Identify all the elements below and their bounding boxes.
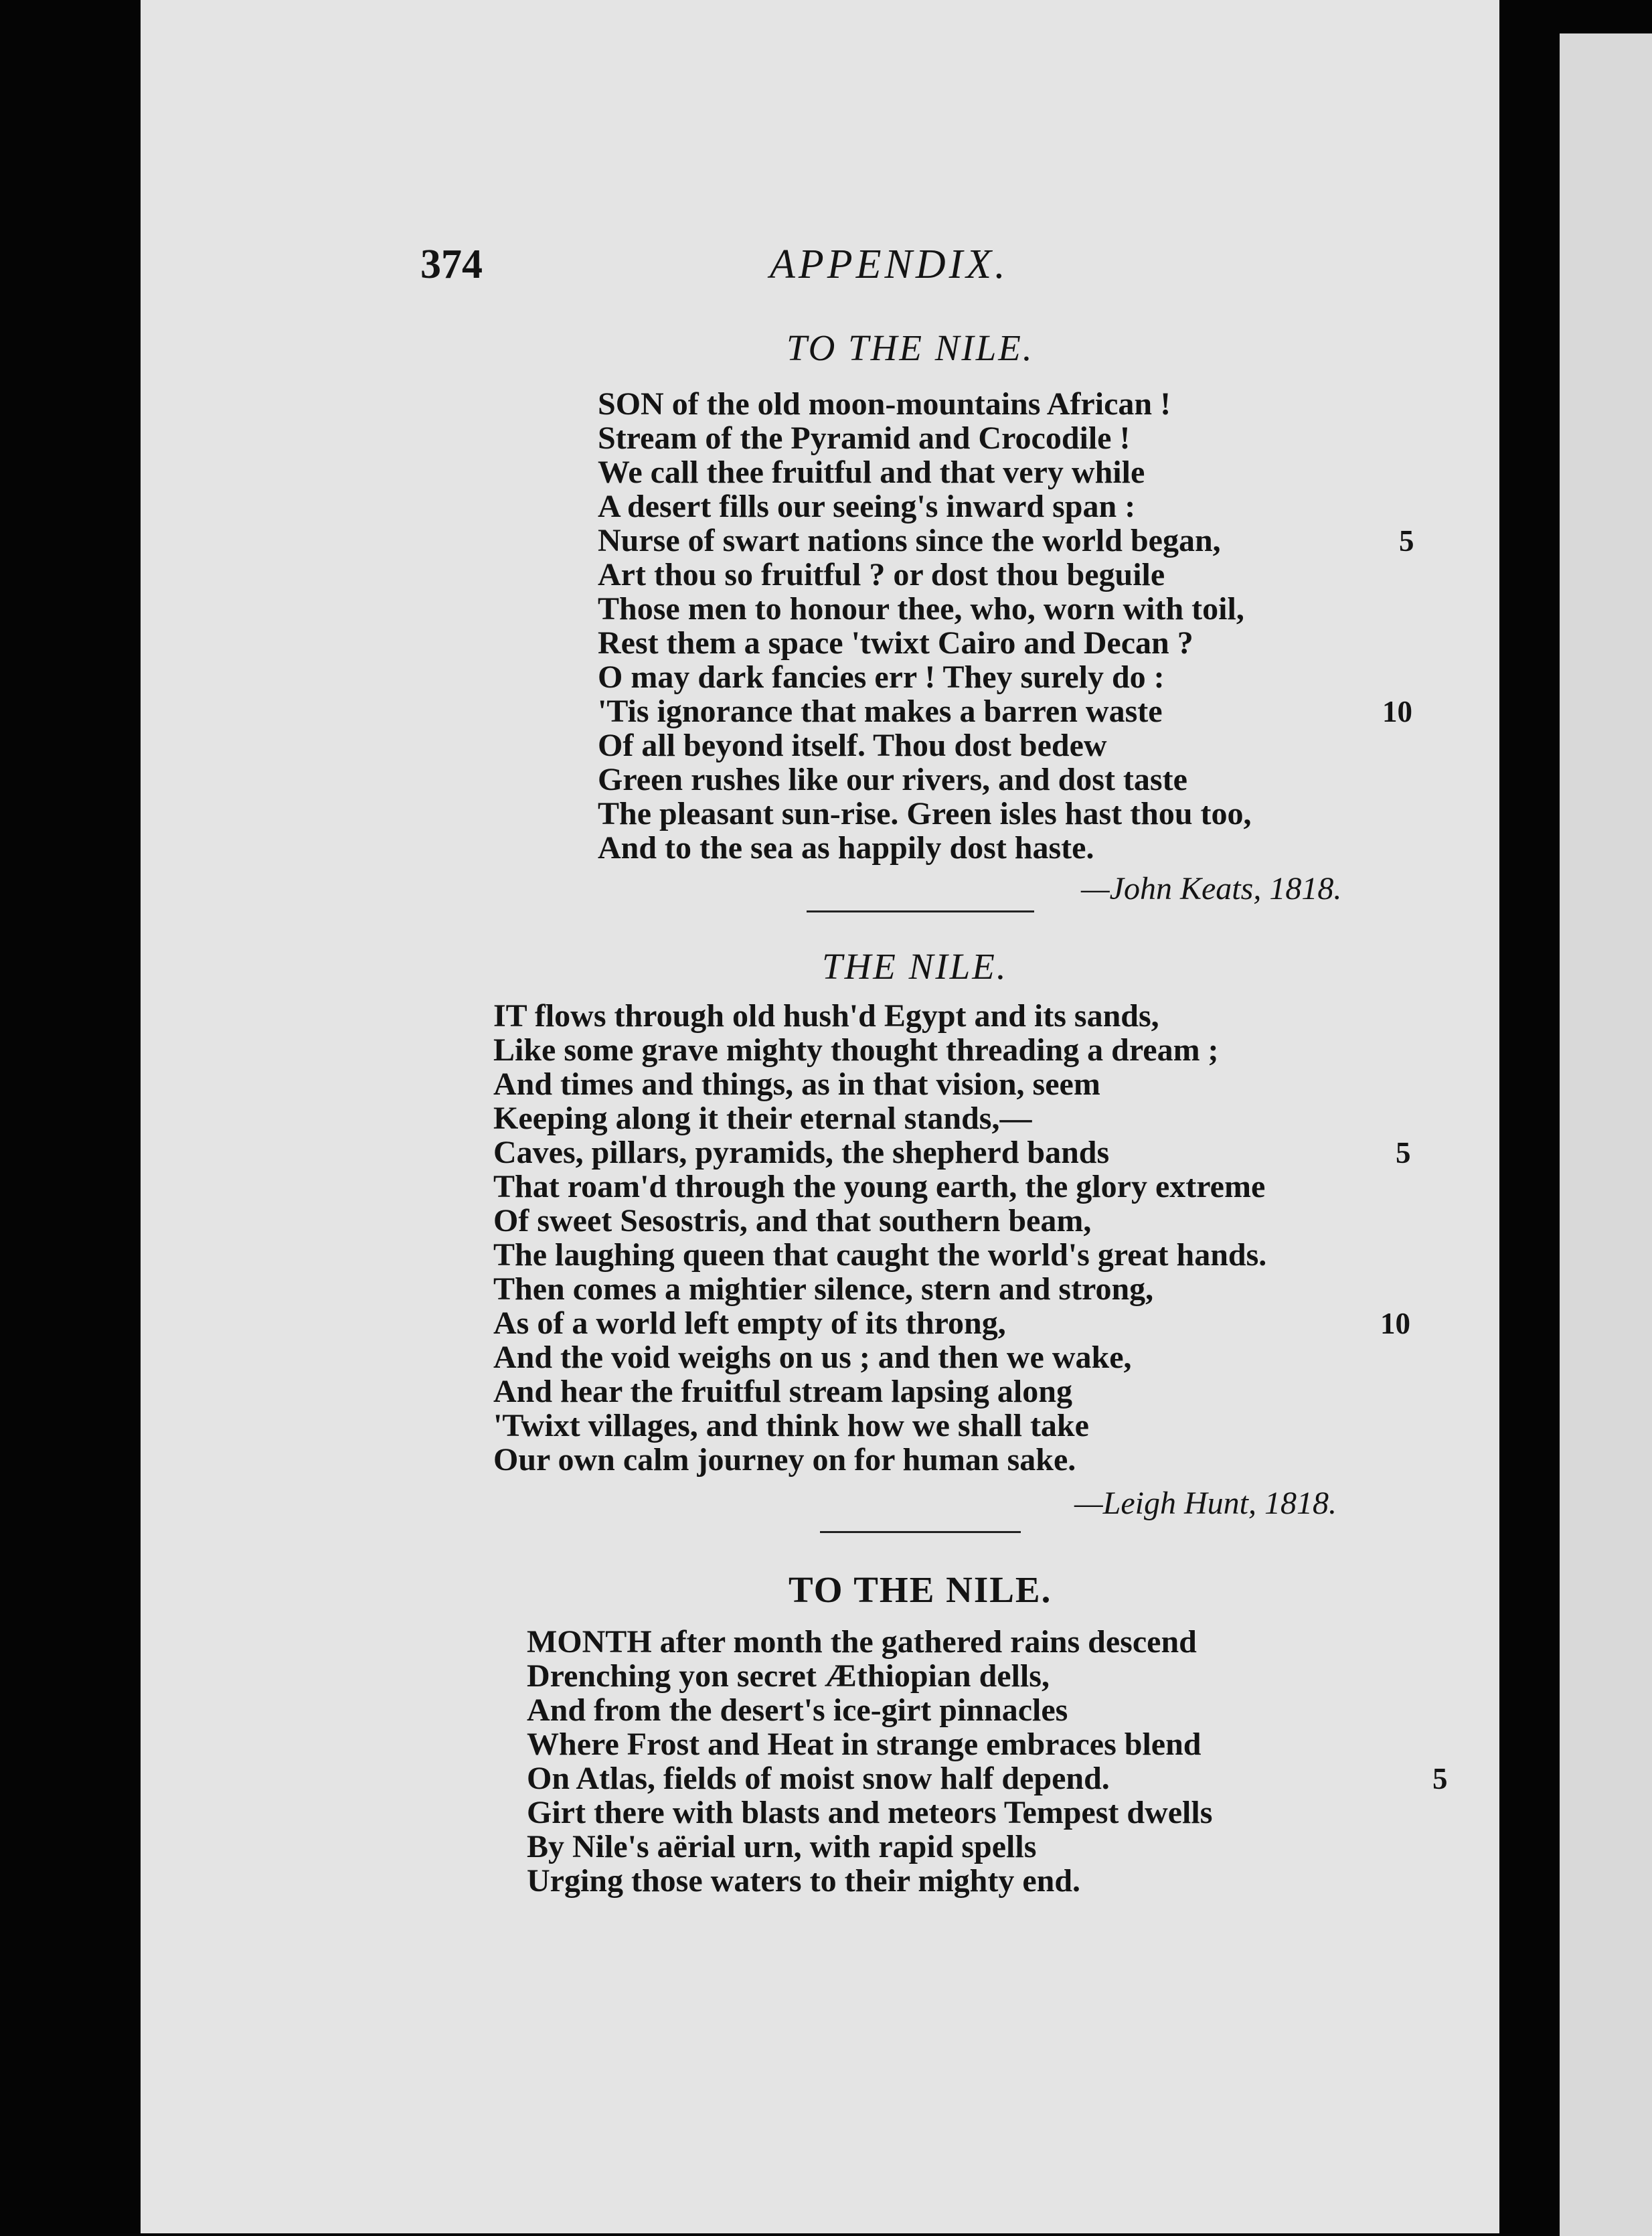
poem-line: On Atlas, fields of moist snow half depend. <box>527 1761 1110 1796</box>
poem-line: MONTH after month the gathered rains descend <box>527 1624 1197 1660</box>
poem-line: Like some grave mighty thought threading a dream ; <box>493 1032 1219 1068</box>
poem-line: Where Frost and Heat in strange embraces blend <box>527 1727 1202 1762</box>
poem-line: That roam'd through the young earth, the glory extreme <box>493 1169 1266 1204</box>
poem-title: TO THE NILE. <box>789 1569 1052 1610</box>
poem-line: And hear the fruitful stream lapsing along <box>493 1374 1072 1409</box>
poem-line: Of sweet Sesostris, and that southern beam, <box>493 1203 1092 1239</box>
poem-line: Girt there with blasts and meteors Tempest dwells <box>527 1795 1213 1830</box>
poem-line: Then comes a mightier silence, stern and strong, <box>493 1271 1154 1307</box>
poem-line: Our own calm journey on for human sake. <box>493 1442 1076 1478</box>
line-number: 10 <box>1380 1307 1410 1340</box>
poem-line: By Nile's aërial urn, with rapid spells <box>527 1829 1037 1864</box>
poem-title: TO THE NILE. <box>787 327 1034 368</box>
poem-line: IT flows through old hush'd Egypt and its sands, <box>493 998 1159 1034</box>
attribution: —John Keats, 1818. <box>1081 871 1342 906</box>
page-number: 374 <box>420 242 483 287</box>
poem-line: A desert fills our seeing's inward span : <box>598 489 1136 524</box>
poem-title: THE NILE. <box>822 946 1008 987</box>
poem-line: And times and things, as in that vision, seem <box>493 1066 1100 1102</box>
poem-line: Rest them a space 'twixt Cairo and Decan ? <box>598 625 1193 661</box>
poem-line: The pleasant sun-rise. Green isles hast thou too, <box>598 796 1252 831</box>
poem-line: O may dark fancies err ! They surely do : <box>598 659 1165 695</box>
poem-line: Keeping along it their eternal stands,— <box>493 1101 1032 1136</box>
line-number: 10 <box>1382 695 1412 728</box>
adjacent-page-edge <box>1560 33 1652 2236</box>
poem-line: We call thee fruitful and that very while <box>598 455 1145 490</box>
poem-line: Drenching yon secret Æthiopian dells, <box>527 1658 1050 1694</box>
poem-line: SON of the old moon-mountains African ! <box>598 386 1171 422</box>
line-number: 5 <box>1396 1136 1411 1170</box>
poem-line: Urging those waters to their mighty end. <box>527 1863 1081 1899</box>
poem-line: And from the desert's ice-girt pinnacles <box>527 1692 1068 1728</box>
poem-line: And the void weighs on us ; and then we wake, <box>493 1340 1132 1375</box>
poem-line: 'Twixt villages, and think how we shall take <box>493 1408 1089 1443</box>
poem-line: Those men to honour thee, who, worn with toil, <box>598 591 1244 627</box>
attribution: —Leigh Hunt, 1818. <box>1074 1486 1337 1521</box>
poem-line: The laughing queen that caught the world's great hands. <box>493 1237 1267 1273</box>
poem-line: As of a world left empty of its throng, <box>493 1305 1006 1341</box>
poem-line: And to the sea as happily dost haste. <box>598 830 1094 866</box>
running-head: APPENDIX. <box>770 242 1009 287</box>
poem-line: Green rushes like our rivers, and dost taste <box>598 762 1187 797</box>
poem-line: 'Tis ignorance that makes a barren waste <box>598 694 1163 729</box>
line-number: 5 <box>1399 524 1414 558</box>
section-rule <box>820 1531 1021 1533</box>
poem-line: Stream of the Pyramid and Crocodile ! <box>598 420 1131 456</box>
poem-line: Art thou so fruitful ? or dost thou beguile <box>598 557 1165 592</box>
line-number: 5 <box>1432 1762 1448 1795</box>
poem-line: Of all beyond itself. Thou dost bedew <box>598 728 1107 763</box>
poem-line: Nurse of swart nations since the world began, <box>598 523 1221 558</box>
section-rule <box>807 910 1034 912</box>
poem-line: Caves, pillars, pyramids, the shepherd bands <box>493 1135 1110 1170</box>
